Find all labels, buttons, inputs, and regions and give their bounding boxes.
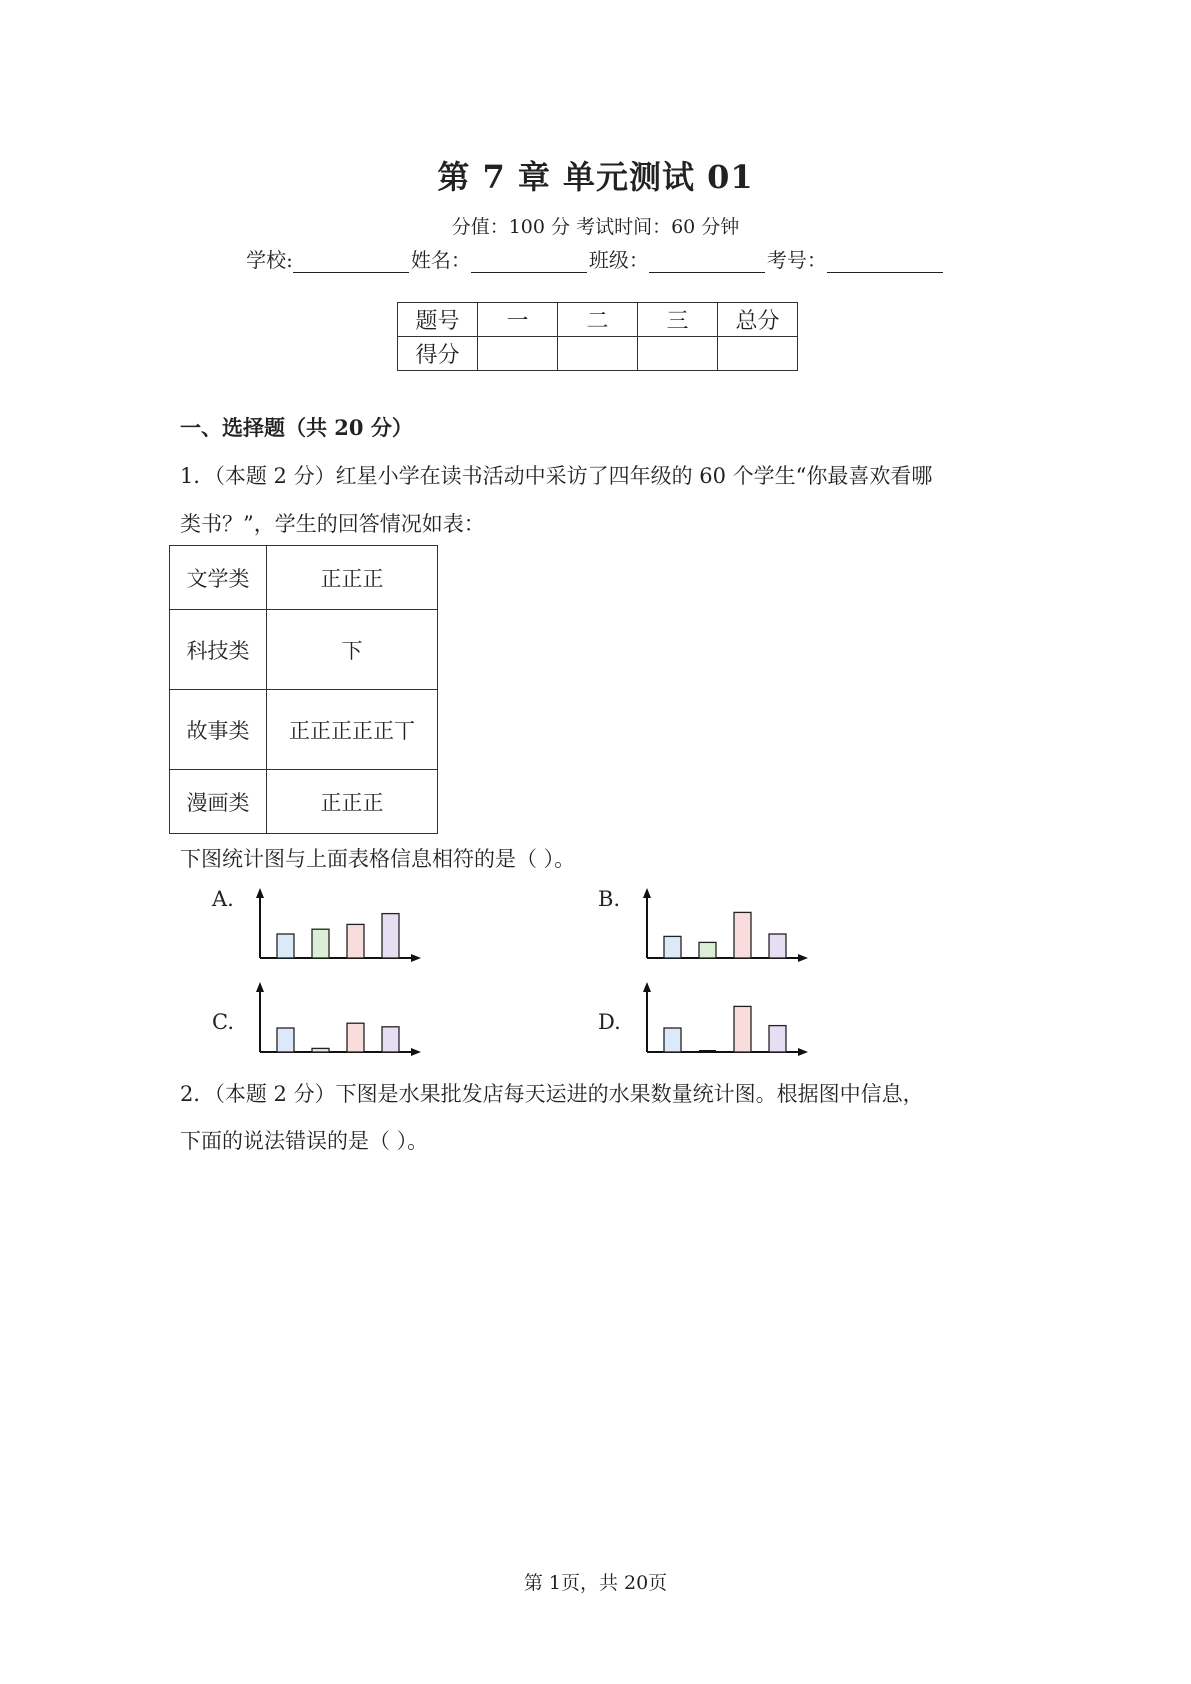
exam-meta: 分值：100 分 考试时间：60 分钟 (451, 216, 740, 238)
option-bar (769, 1026, 786, 1052)
score-cell[interactable] (558, 337, 638, 371)
score-table-score-row (398, 337, 798, 371)
option-b[interactable] (598, 887, 620, 911)
score-cell: 三 (638, 303, 718, 337)
tally-row (170, 610, 438, 690)
option-bar (734, 912, 751, 958)
score-cell: 总分 (718, 303, 798, 337)
score-cell[interactable] (478, 337, 558, 371)
option-bar (277, 934, 294, 958)
option-bar (312, 1048, 329, 1052)
option-c-chart (245, 982, 425, 1062)
tally-table (169, 545, 438, 834)
score-cell: 一 (478, 303, 558, 337)
option-d-label: D. (598, 1010, 621, 1034)
option-d[interactable] (598, 1010, 621, 1034)
question-1-text-line2: 类书？”，学生的回答情况如表： (180, 512, 485, 536)
tally-marks: 下 (267, 610, 438, 690)
option-bar (664, 1028, 681, 1052)
option-a-chart (245, 888, 425, 968)
name-label: 姓名： (410, 248, 471, 272)
option-bar (734, 1006, 751, 1052)
option-b-label: B. (598, 887, 621, 911)
option-c[interactable] (212, 1010, 234, 1034)
section-heading: 一、选择题（共 20 分） (180, 415, 413, 440)
tally-marks: 正正正 (267, 770, 438, 834)
tally-marks: 正正正正正丅 (267, 690, 438, 770)
score-cell: 题号 (398, 303, 478, 337)
tally-marks: 正正正 (267, 546, 438, 610)
option-bar (347, 924, 364, 958)
option-bar (312, 929, 329, 958)
question-2-text-line1: 2．（本题 2 分）下图是水果批发店每天运进的水果数量统计图。根据图中信息， (180, 1082, 924, 1106)
option-bar (664, 936, 681, 958)
question-2-text-line2: 下面的说法错误的是（ ）。 (180, 1129, 429, 1153)
option-a[interactable] (212, 887, 234, 911)
option-d-chart (632, 982, 812, 1062)
tally-row (170, 770, 438, 834)
option-bar (382, 1027, 399, 1052)
score-cell[interactable] (718, 337, 798, 371)
score-cell[interactable] (638, 337, 718, 371)
page-footer: 第 1页，共 20页 (523, 1572, 668, 1594)
tally-category: 科技类 (170, 610, 267, 690)
class-label: 班级： (588, 248, 649, 272)
option-bar (769, 934, 786, 958)
question-1-prompt: 下图统计图与上面表格信息相符的是（ ）。 (180, 847, 576, 871)
tally-category: 故事类 (170, 690, 267, 770)
score-cell: 得分 (398, 337, 478, 371)
score-cell: 二 (558, 303, 638, 337)
exam-number-label: 考号： (766, 248, 827, 272)
school-blank[interactable] (293, 252, 409, 273)
option-bar (382, 914, 399, 958)
option-b-chart (632, 888, 812, 968)
name-blank[interactable] (471, 252, 587, 273)
tally-row (170, 690, 438, 770)
question-1-text-line1: 1．（本题 2 分）红星小学在读书活动中采访了四年级的 60 个学生“你最喜欢看哪 (180, 464, 933, 488)
option-bar (699, 942, 716, 958)
tally-category: 文学类 (170, 546, 267, 610)
exam-number-blank[interactable] (827, 252, 943, 273)
page-title: 第 7 章 单元测试 01 (437, 158, 754, 196)
tally-row (170, 546, 438, 610)
score-table (397, 302, 798, 371)
option-bar (347, 1023, 364, 1052)
option-c-label: C. (212, 1010, 234, 1034)
student-info-fields (0, 244, 1191, 273)
option-a-label: A. (212, 887, 234, 911)
tally-category: 漫画类 (170, 770, 267, 834)
class-blank[interactable] (649, 252, 765, 273)
score-table-header-row (398, 303, 798, 337)
option-bar (277, 1028, 294, 1052)
school-label: 学校: (246, 248, 293, 272)
